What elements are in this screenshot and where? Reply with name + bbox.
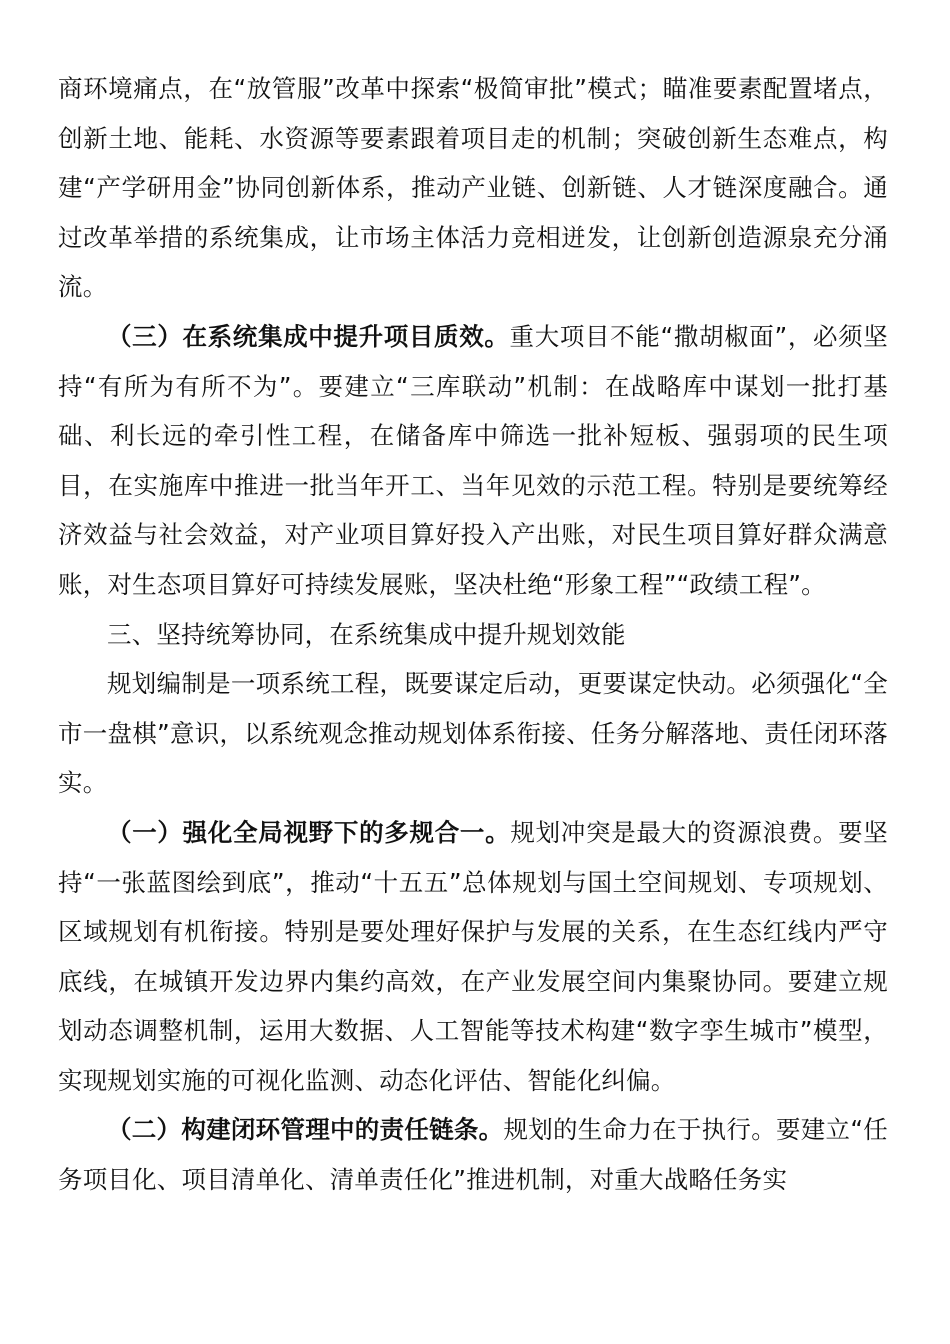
paragraph-1-text: 商环境痛点，在“放管服”改革中探索“极简审批”模式；瞄准要素配置堵点，创新土地、能耗、水资源等要素跟着项目走的机制；突破创新生态难点，构建“产学研用金”协同创新体系，推动产业链、创新链、人才链深度融合。通过改革举措的系统集成，让市场主体活力竞相迸发，让创新创造源泉充分涌流。 — [58, 74, 888, 302]
paragraph-responsibility — [58, 1105, 888, 1204]
paragraph-project-quality-text: 重大项目不能“撒胡椒面”，必须坚持“有所为有所不为”。要建立“三库联动”机制：在战略库中谋划一批打基础、利长远的牵引性工程，在储备库中筛选一批补短板、强弱项的民生项目，在实施库中推进一批当年开工、当年见效的示范工程。特别是要统筹经济效益与社会效益，对产业项目算好投入产出账，对民生项目算好群众满意账，对生态项目算好可持续发展账，坚决杜绝“形象工程”“政绩工程”。 — [58, 321, 888, 599]
subheading-one: （一）强化全局视野下的多规合一。 — [107, 817, 511, 847]
section-heading-three: 三、坚持统筹协同，在系统集成中提升规划效能 — [107, 619, 626, 649]
paragraph-planning-intro — [58, 659, 888, 808]
paragraph-planning-intro-text: 规划编制是一项系统工程，既要谋定后动，更要谋定快动。必须强化“全市一盘棋”意识，以系统观念推动规划体系衔接、任务分解落地、责任闭环落实。 — [58, 669, 888, 798]
paragraph-multi-plan-text: 规划冲突是最大的资源浪费。要坚持“一张蓝图绘到底”，推动“十五五”总体规划与国土空间规划、专项规划、区域规划有机衔接。特别是要处理好保护与发展的关系，在生态红线内严守底线，在城镇开发边界内集约高效，在产业发展空间内集聚协同。要建立规划动态调整机制，运用大数据、人工智能等技术构建“数字孪生城市”模型，实现规划实施的可视化监测、动态化评估、智能化纠偏。 — [58, 817, 888, 1095]
subheading-three: （三）在系统集成中提升项目质效。 — [107, 321, 510, 351]
document-page — [58, 64, 888, 1205]
paragraph-1 — [58, 64, 888, 312]
paragraph-project-quality — [58, 312, 888, 610]
paragraph-multi-plan — [58, 808, 888, 1106]
paragraph-responsibility-text: 规划的生命力在于执行。要建立“任务项目化、项目清单化、清单责任化”推进机制，对重大战略任务实 — [58, 1115, 888, 1195]
subheading-two: （二）构建闭环管理中的责任链条。 — [107, 1115, 504, 1145]
